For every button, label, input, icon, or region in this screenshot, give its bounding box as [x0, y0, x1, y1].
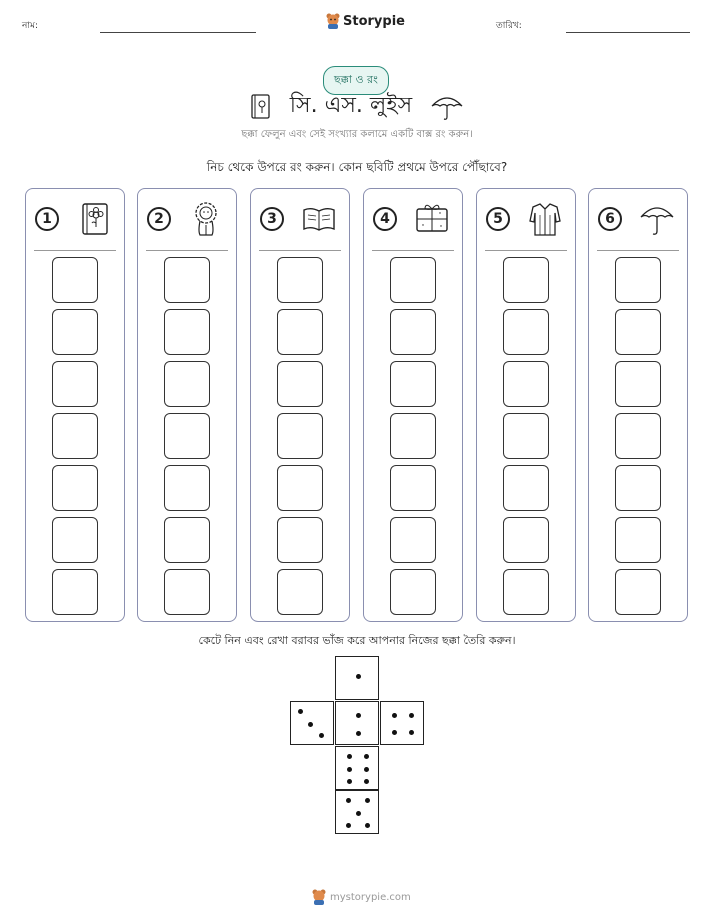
dice-pip	[392, 713, 397, 718]
color-box[interactable]	[615, 413, 661, 459]
footer	[312, 889, 411, 905]
date-label: তারিখ:	[496, 21, 522, 31]
column-3	[250, 188, 350, 622]
dice-pip	[409, 730, 414, 735]
lion-icon	[188, 201, 224, 237]
column-1	[25, 188, 125, 622]
brand-logo	[326, 13, 405, 29]
column-number: 3	[260, 207, 284, 231]
color-box[interactable]	[164, 309, 210, 355]
gift-box-icon	[414, 201, 450, 237]
flower-book-icon	[76, 201, 112, 237]
dice-pip	[356, 731, 361, 736]
color-box[interactable]	[503, 465, 549, 511]
dice-pip	[298, 709, 303, 714]
color-box[interactable]	[615, 517, 661, 563]
color-box[interactable]	[503, 309, 549, 355]
color-box[interactable]	[503, 569, 549, 615]
color-box[interactable]	[390, 569, 436, 615]
dice-face-3	[290, 701, 334, 745]
dice-net	[290, 656, 424, 834]
color-box[interactable]	[615, 465, 661, 511]
color-box[interactable]	[277, 257, 323, 303]
color-box[interactable]	[390, 257, 436, 303]
dice-pip	[364, 754, 369, 759]
subtitle: ছক্কা ফেলুন এবং সেই সংখ্যার কলামে একটি বাক্স রং করুন।	[241, 129, 473, 140]
color-box[interactable]	[52, 413, 98, 459]
brand-name: Storypie	[343, 13, 405, 29]
color-box[interactable]	[164, 257, 210, 303]
name-line[interactable]	[100, 32, 256, 33]
dice-pip	[356, 811, 361, 816]
color-box[interactable]	[164, 413, 210, 459]
color-box[interactable]	[277, 569, 323, 615]
color-box[interactable]	[277, 309, 323, 355]
column-header	[477, 189, 575, 251]
dice-pip	[347, 754, 352, 759]
color-box[interactable]	[164, 465, 210, 511]
dice-pip	[347, 779, 352, 784]
column-divider	[259, 250, 341, 251]
column-divider	[372, 250, 454, 251]
color-box[interactable]	[390, 517, 436, 563]
color-box[interactable]	[277, 465, 323, 511]
dice-pip	[346, 798, 351, 803]
color-box[interactable]	[390, 309, 436, 355]
color-box[interactable]	[503, 361, 549, 407]
dice-pip	[308, 722, 313, 727]
column-number: 6	[598, 207, 622, 231]
color-box[interactable]	[52, 361, 98, 407]
column-divider	[485, 250, 567, 251]
color-box[interactable]	[615, 257, 661, 303]
color-box[interactable]	[615, 309, 661, 355]
column-divider	[34, 250, 116, 251]
color-box[interactable]	[164, 517, 210, 563]
open-book-icon	[301, 201, 337, 237]
dice-pip	[347, 767, 352, 772]
category-tag: ছক্কা ও রং	[323, 66, 389, 95]
column-5	[476, 188, 576, 622]
color-box[interactable]	[52, 309, 98, 355]
dice-pip	[365, 798, 370, 803]
bear-mascot-icon	[326, 13, 340, 29]
page-title: সি. এস. লুইস	[289, 93, 413, 118]
color-box[interactable]	[615, 361, 661, 407]
flower-book-icon	[250, 93, 272, 121]
color-box[interactable]	[52, 465, 98, 511]
column-divider	[597, 250, 679, 251]
color-box[interactable]	[615, 569, 661, 615]
column-number: 2	[147, 207, 171, 231]
dice-face-5	[335, 790, 379, 834]
cut-instruction: কেটে নিন এবং রেখা বরাবর ভাঁজ করে আপনার নিজের ছক্কা তৈরি করুন।	[198, 634, 516, 647]
dice-pip	[364, 767, 369, 772]
column-2	[137, 188, 237, 622]
name-label: নাম:	[22, 21, 39, 31]
title-row	[0, 88, 714, 125]
column-divider	[146, 250, 228, 251]
dice-pip	[356, 674, 361, 679]
question-text: নিচ থেকে উপরে রং করুন। কোন ছবিটি প্রথমে উপরে পৌঁছাবে?	[206, 160, 508, 174]
dice-pip	[364, 779, 369, 784]
dice-pip	[319, 733, 324, 738]
column-header	[364, 189, 462, 251]
column-6	[588, 188, 688, 622]
umbrella-icon	[430, 92, 464, 122]
dice-pip	[365, 823, 370, 828]
dice-pip	[409, 713, 414, 718]
dice-pip	[346, 823, 351, 828]
bear-mascot-icon	[312, 889, 326, 905]
color-box[interactable]	[164, 361, 210, 407]
dice-face-4	[380, 701, 424, 745]
dice-face-6	[335, 746, 379, 790]
color-box[interactable]	[503, 257, 549, 303]
column-number: 4	[373, 207, 397, 231]
column-header	[589, 189, 687, 251]
dice-pip	[392, 730, 397, 735]
color-box[interactable]	[277, 517, 323, 563]
color-box[interactable]	[277, 413, 323, 459]
dice-pip	[356, 713, 361, 718]
column-header	[26, 189, 124, 251]
column-header	[251, 189, 349, 251]
column-number: 5	[486, 207, 510, 231]
column-4	[363, 188, 463, 622]
color-box[interactable]	[503, 517, 549, 563]
color-box[interactable]	[52, 569, 98, 615]
date-line[interactable]	[566, 32, 690, 33]
color-box[interactable]	[390, 361, 436, 407]
umbrella-icon	[639, 201, 675, 237]
column-number: 1	[35, 207, 59, 231]
color-box[interactable]	[164, 569, 210, 615]
color-box[interactable]	[277, 361, 323, 407]
dice-face-1	[335, 656, 379, 700]
dice-face-2	[335, 701, 379, 745]
footer-url: mystorypie.com	[330, 891, 411, 903]
color-box[interactable]	[503, 413, 549, 459]
color-box[interactable]	[390, 465, 436, 511]
color-box[interactable]	[52, 257, 98, 303]
column-header	[138, 189, 236, 251]
color-box[interactable]	[52, 517, 98, 563]
color-box[interactable]	[390, 413, 436, 459]
graduation-gown-icon	[527, 201, 563, 237]
